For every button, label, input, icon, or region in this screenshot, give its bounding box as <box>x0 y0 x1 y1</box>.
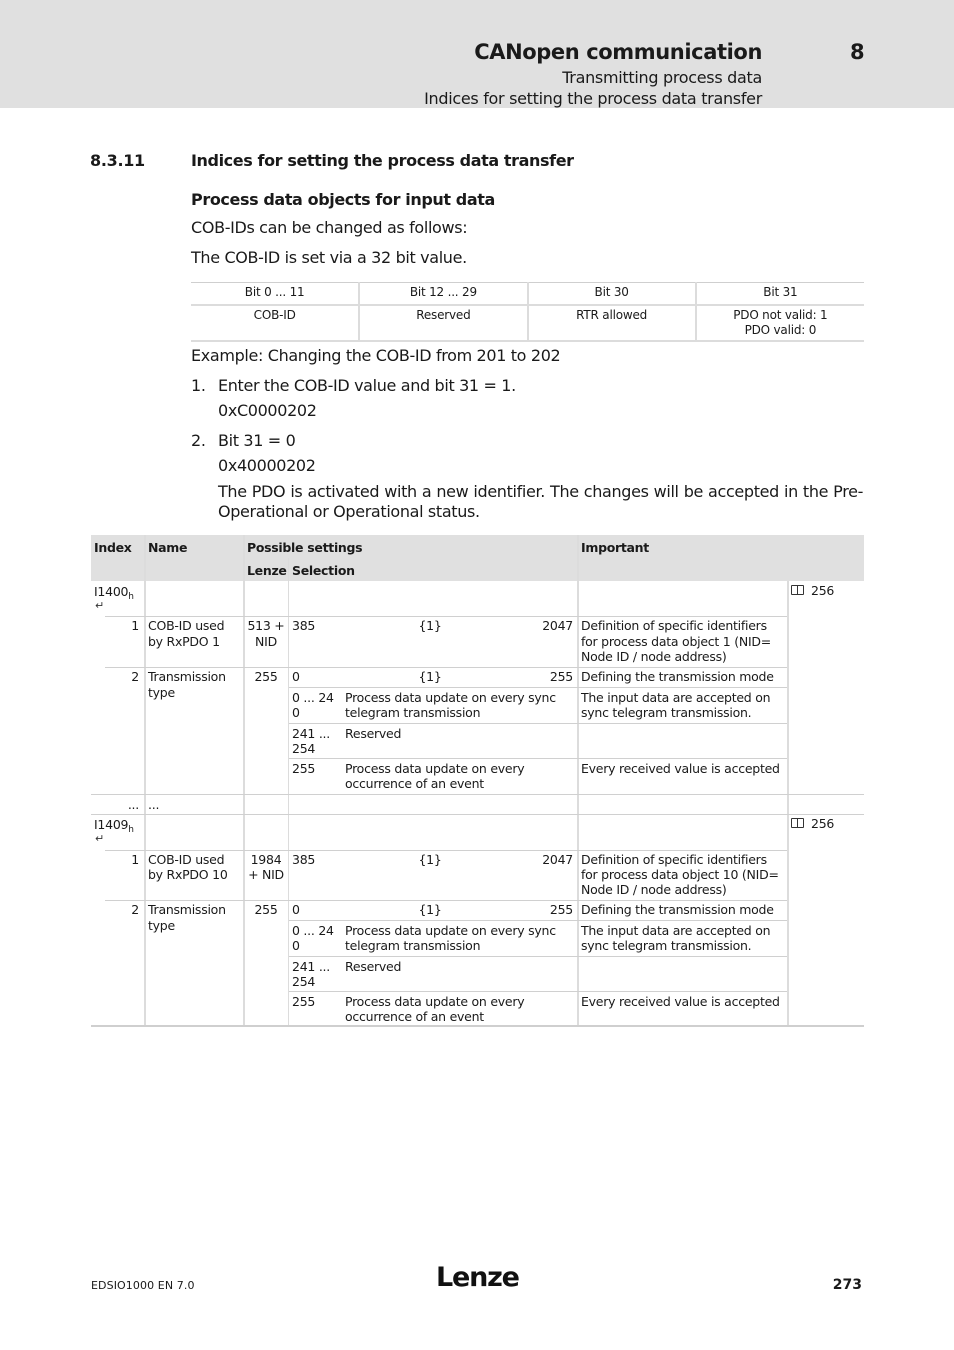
table-header-band <box>91 535 864 581</box>
step-value: 0x40000202 <box>218 456 316 475</box>
book-icon <box>791 818 804 828</box>
row-divider <box>91 814 864 815</box>
row-divider <box>289 687 787 688</box>
header-name: Name <box>148 540 188 555</box>
important-line: for process data object 1 (NID= <box>581 634 771 649</box>
step-value: 0xC0000202 <box>218 401 317 420</box>
chapter-title: CANopen communication <box>474 40 762 64</box>
bit-header-cell: Bit 0 ... 11 <box>191 283 359 305</box>
option-description: Process data update on every sync <box>345 923 556 938</box>
important-line: Every received value is accepted <box>581 994 780 1009</box>
page-reference[interactable] <box>791 583 834 598</box>
range-min: 385 <box>292 618 316 633</box>
row-divider <box>105 900 787 901</box>
header-subtitle-1: Transmitting process data <box>562 68 762 87</box>
range-max: 2047 <box>542 618 573 633</box>
lenze-logo: Lenze <box>436 1262 519 1293</box>
option-description: occurrence of an event <box>345 776 484 791</box>
important-line: Definition of specific identifiers <box>581 852 767 867</box>
name-line: type <box>148 918 175 933</box>
column-divider <box>787 581 789 1026</box>
option-value: 255 <box>292 994 316 1009</box>
option-value: 254 <box>292 974 316 989</box>
option-description: telegram transmission <box>345 705 481 720</box>
header-selection: Selection <box>292 563 355 578</box>
bit-layout-table <box>191 282 864 342</box>
page-reference-number: 256 <box>811 816 835 831</box>
range-max: 255 <box>549 902 573 917</box>
row-divider <box>105 667 787 668</box>
important-line: Node ID / node address) <box>581 649 727 664</box>
option-description: Process data update on every <box>345 761 525 776</box>
option-description: occurrence of an event <box>345 1009 484 1024</box>
option-description: Reserved <box>345 726 402 741</box>
column-divider <box>144 535 146 1026</box>
option-value: 0 <box>292 938 300 953</box>
important-line: Defining the transmission mode <box>581 669 774 684</box>
return-arrow-icon: ↵ <box>95 832 105 845</box>
range-step: {1} <box>418 618 442 633</box>
name-line: COB-ID used <box>148 852 225 867</box>
bit-table-header-row <box>191 283 864 305</box>
example-intro: Example: Changing the COB-ID from 201 to 202 <box>191 346 561 365</box>
range-min: 0 <box>292 669 300 684</box>
important-line: The input data are accepted on <box>581 690 771 705</box>
bit-value-line: PDO valid: 0 <box>744 322 817 337</box>
option-description: Process data update on every sync <box>345 690 556 705</box>
option-description: Process data update on every <box>345 994 525 1009</box>
section-title: Indices for setting the process data transfer <box>191 151 574 170</box>
return-arrow-icon: ↵ <box>95 599 105 612</box>
range-min: 0 <box>292 902 300 917</box>
page-reference-number: 256 <box>811 583 835 598</box>
book-icon <box>791 585 804 595</box>
lenze-value: 513 + <box>247 618 285 633</box>
option-value: 241 ... <box>292 959 331 974</box>
lenze-value: NID <box>255 634 277 649</box>
page-number: 273 <box>832 1277 862 1293</box>
subindex-cell: 2 <box>131 902 139 917</box>
important-line: Definition of specific identifiers <box>581 618 767 633</box>
name-line: type <box>148 685 175 700</box>
range-step: {1} <box>418 852 442 867</box>
bit-value-cell: Reserved <box>359 305 527 341</box>
range-max: 255 <box>549 669 573 684</box>
page-reference[interactable] <box>791 816 834 831</box>
row-divider <box>289 723 787 724</box>
step-text: Bit 31 = 0 <box>218 431 296 450</box>
header-possible-settings: Possible settings <box>247 540 363 555</box>
name-line: Transmission <box>148 902 226 917</box>
subindex-cell: 2 <box>131 669 139 684</box>
document-code: EDSIO1000 EN 7.0 <box>91 1279 195 1292</box>
option-description: telegram transmission <box>345 938 481 953</box>
important-line: Defining the transmission mode <box>581 902 774 917</box>
index-subscript: h <box>128 592 134 602</box>
range-min: 385 <box>292 852 316 867</box>
important-line: for process data object 10 (NID= <box>581 867 779 882</box>
important-line: sync telegram transmission. <box>581 705 752 720</box>
step-number: 2. <box>191 431 206 450</box>
row-divider <box>289 991 787 992</box>
bit-header-cell: Bit 30 <box>528 283 696 305</box>
section-number: 8.3.11 <box>90 151 145 170</box>
bit-table-value-row <box>191 305 864 341</box>
paragraph-cob-ids: COB-IDs can be changed as follows: <box>191 218 468 237</box>
page-header <box>0 0 954 108</box>
subindex-cell: 1 <box>131 618 139 633</box>
step-number: 1. <box>191 376 206 395</box>
bit-value-cell: RTR allowed <box>528 305 696 341</box>
lenze-value: 255 <box>254 902 278 917</box>
row-divider <box>91 794 864 795</box>
header-subtitle-2: Indices for setting the process data transfer <box>424 89 762 108</box>
column-divider <box>243 535 245 1026</box>
name-line: by RxPDO 10 <box>148 867 228 882</box>
row-divider <box>105 616 787 617</box>
subindex-cell: 1 <box>131 852 139 867</box>
index-value: I1409 <box>94 817 129 832</box>
chapter-number: 8 <box>850 40 865 64</box>
header-important: Important <box>581 540 649 555</box>
header-lenze: Lenze <box>247 563 287 578</box>
name-line: Transmission <box>148 669 226 684</box>
ellipsis-name: ... <box>148 797 160 812</box>
option-value: 255 <box>292 761 316 776</box>
range-step: {1} <box>418 669 442 684</box>
range-max: 2047 <box>542 852 573 867</box>
option-value: 0 ... 24 <box>292 923 334 938</box>
option-value: 0 ... 24 <box>292 690 334 705</box>
bit-header-cell: Bit 12 ... 29 <box>359 283 527 305</box>
paragraph-32-bit: The COB-ID is set via a 32 bit value. <box>191 248 467 267</box>
important-line: sync telegram transmission. <box>581 938 752 953</box>
note-paragraph: The PDO is activated with a new identifier. The changes will be accepted in the Pre-Operational or Operational status. <box>218 482 863 521</box>
bit-header-cell: Bit 31 <box>696 283 864 305</box>
lenze-value: 255 <box>254 669 278 684</box>
table-bottom-border <box>91 1025 864 1027</box>
important-line: The input data are accepted on <box>581 923 771 938</box>
row-divider <box>289 758 787 759</box>
subheading: Process data objects for input data <box>191 190 495 209</box>
range-step: {1} <box>418 902 442 917</box>
important-line: Every received value is accepted <box>581 761 780 776</box>
row-divider <box>289 920 787 921</box>
bit-value-cell: COB-ID <box>191 305 359 341</box>
lenze-value: 1984 <box>250 852 282 867</box>
option-value: 254 <box>292 741 316 756</box>
option-value: 241 ... <box>292 726 331 741</box>
option-description: Reserved <box>345 959 402 974</box>
lenze-value: + NID <box>248 867 284 882</box>
important-line: Node ID / node address) <box>581 882 727 897</box>
row-divider <box>105 850 787 851</box>
name-line: by RxPDO 1 <box>148 634 220 649</box>
step-text: Enter the COB-ID value and bit 31 = 1. <box>218 376 516 395</box>
index-subscript: h <box>128 825 134 835</box>
row-divider <box>289 956 787 957</box>
name-line: COB-ID used <box>148 618 225 633</box>
header-index: Index <box>94 540 132 555</box>
column-divider <box>577 535 579 1026</box>
index-value: I1400 <box>94 584 129 599</box>
bit-value-line: PDO not valid: 1 <box>733 307 828 322</box>
ellipsis-index: ... <box>127 797 139 812</box>
option-value: 0 <box>292 705 300 720</box>
bit-value-cell <box>696 305 864 341</box>
